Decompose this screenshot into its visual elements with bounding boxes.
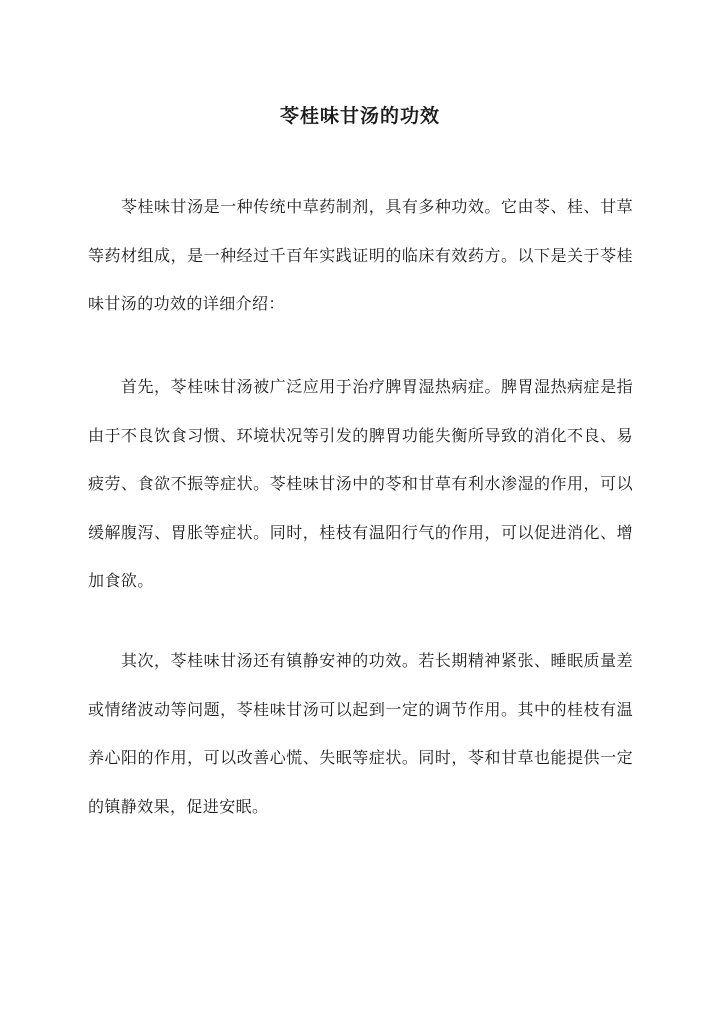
paragraph-intro: 苓桂味甘汤是一种传统中草药制剂，具有多种功效。它由苓、桂、甘草等药材组成，是一种经过千百年实践证明的临床有效药方。以下是关于苓桂味甘汤的功效的详细介绍： <box>88 197 633 313</box>
paragraph-sedation: 其次，苓桂味甘汤还有镇静安神的功效。若长期精神紧张、睡眠质量差或情绪波动等问题，苓桂味甘汤可以起到一定的调节作用。其中的桂枝有温养心阳的作用，可以改善心慌、失眠等症状。同时，苓和甘草也能提供一定的镇静效果，促进安眠。 <box>88 651 633 816</box>
document-title: 苓桂味甘汤的功效 <box>279 104 440 127</box>
paragraph-digestion: 首先，苓桂味甘汤被广泛应用于治疗脾胃湿热病症。脾胃湿热病症是指由于不良饮食习惯、环境状况等引发的脾胃功能失衡所导致的消化不良、易疲劳、食欲不振等症状。苓桂味甘汤中的苓和甘草有利水渗湿的作用，可以缓解腹泻、胃胀等症状。同时，桂枝有温阳行气的作用，可以促进消化、增加食欲。 <box>88 377 633 590</box>
